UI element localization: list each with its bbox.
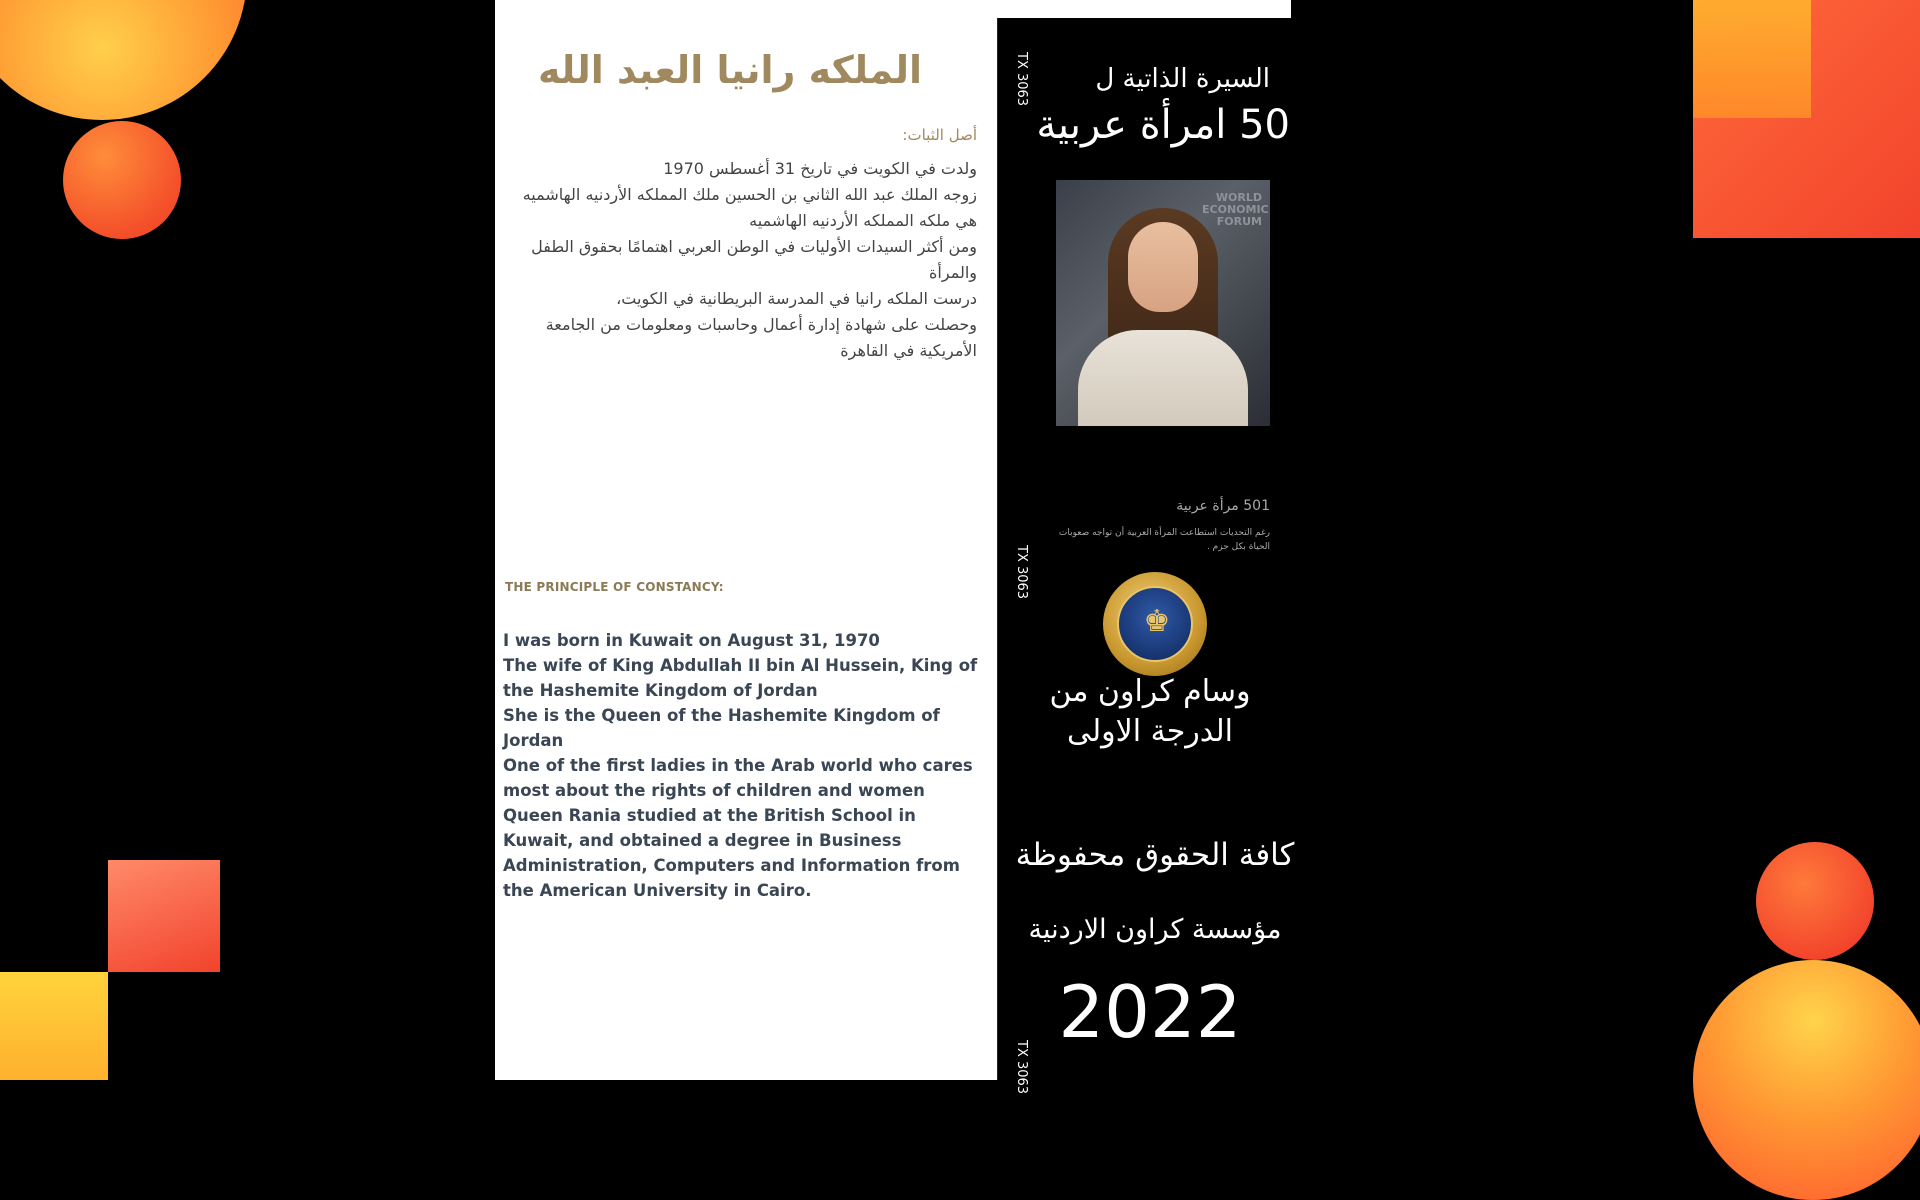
year-label: 2022 xyxy=(1058,970,1242,1054)
english-body xyxy=(503,628,983,903)
medal-icon xyxy=(1103,572,1207,676)
decor-circle-top-left xyxy=(0,0,247,120)
english-line: One of the first ladies in the Arab world who cares most about the rights of children and women xyxy=(503,756,973,800)
english-line: I was born in Kuwait on August 31, 1970 xyxy=(503,631,880,650)
medal-caption: وسام كراون من الدرجة الاولى xyxy=(1049,674,1251,749)
arabic-line: وحصلت على شهادة إدارة أعمال وحاسبات ومعلومات من الجامعة الأمريكية في القاهرة xyxy=(545,315,977,360)
decor-circle-bottom-right xyxy=(1693,960,1920,1200)
cover-title-line2: 50 امرأة عربية xyxy=(1036,102,1290,148)
portrait-photo xyxy=(1056,180,1270,426)
rights-reserved-text: كافة الحقوق محفوظة xyxy=(1015,837,1295,873)
side-mark: TX 3063 xyxy=(1014,1040,1029,1095)
arabic-body xyxy=(520,156,977,364)
arabic-line: هي ملكه المملكه الأردنيه الهاشميه xyxy=(749,211,977,230)
decor-circle-small-top-left xyxy=(63,121,181,239)
document-top-strip xyxy=(997,0,1291,18)
arabic-title: الملكه رانيا العبد الله xyxy=(537,48,923,92)
organization-name: مؤسسة كراون الاردنية xyxy=(1028,914,1282,945)
arabic-line: زوجه الملك عبد الله الثاني بن الحسين ملك المملكه الأردنيه الهاشميه xyxy=(522,185,977,204)
cover-small-description: رغم التحديات استطاعت المرأة العربية أن تواجه صعوبات الحياة بكل حزم . xyxy=(1058,528,1270,552)
forum-logo-text: WORLD ECONOMIC FORUM xyxy=(1202,191,1269,228)
decor-circle-small-bottom-right xyxy=(1756,842,1874,960)
arabic-heading: أصل الثبات: xyxy=(902,126,977,144)
arabic-line: ومن أكثر السيدات الأوليات في الوطن العربي اهتمامًا بحقوق الطفل والمرأة xyxy=(531,237,977,282)
side-mark: TX 3063 xyxy=(1014,52,1029,107)
decor-yellow-bottom-left xyxy=(0,972,108,1080)
decor-square-top-right xyxy=(1693,0,1811,118)
english-line: Queen Rania studied at the British School in Kuwait, and obtained a degree in Business Administration, Computers and Information from the American University in Cairo. xyxy=(503,806,960,900)
english-line: She is the Queen of the Hashemite Kingdom of Jordan xyxy=(503,706,940,750)
medal-emblem-icon: ♚ xyxy=(1143,604,1171,639)
medal-inner xyxy=(1117,586,1193,662)
cover-small-title: 501 مرأة عربية xyxy=(1176,498,1270,514)
arabic-line: ولدت في الكويت في تاريخ 31 أغسطس 1970 xyxy=(663,159,977,178)
arabic-line: درست الملكه رانيا في المدرسة البريطانية في الكويت، xyxy=(616,289,977,308)
portrait-face xyxy=(1128,222,1198,312)
side-mark: TX 3063 xyxy=(1014,545,1029,600)
decor-square-bottom-left xyxy=(108,860,220,972)
cover-title-line1: السيرة الذاتية ل xyxy=(1095,64,1270,94)
english-line: The wife of King Abdullah II bin Al Hussein, King of the Hashemite Kingdom of Jordan xyxy=(503,656,978,700)
english-heading: THE PRINCIPLE OF CONSTANCY: xyxy=(505,580,724,594)
portrait-body xyxy=(1078,330,1248,426)
